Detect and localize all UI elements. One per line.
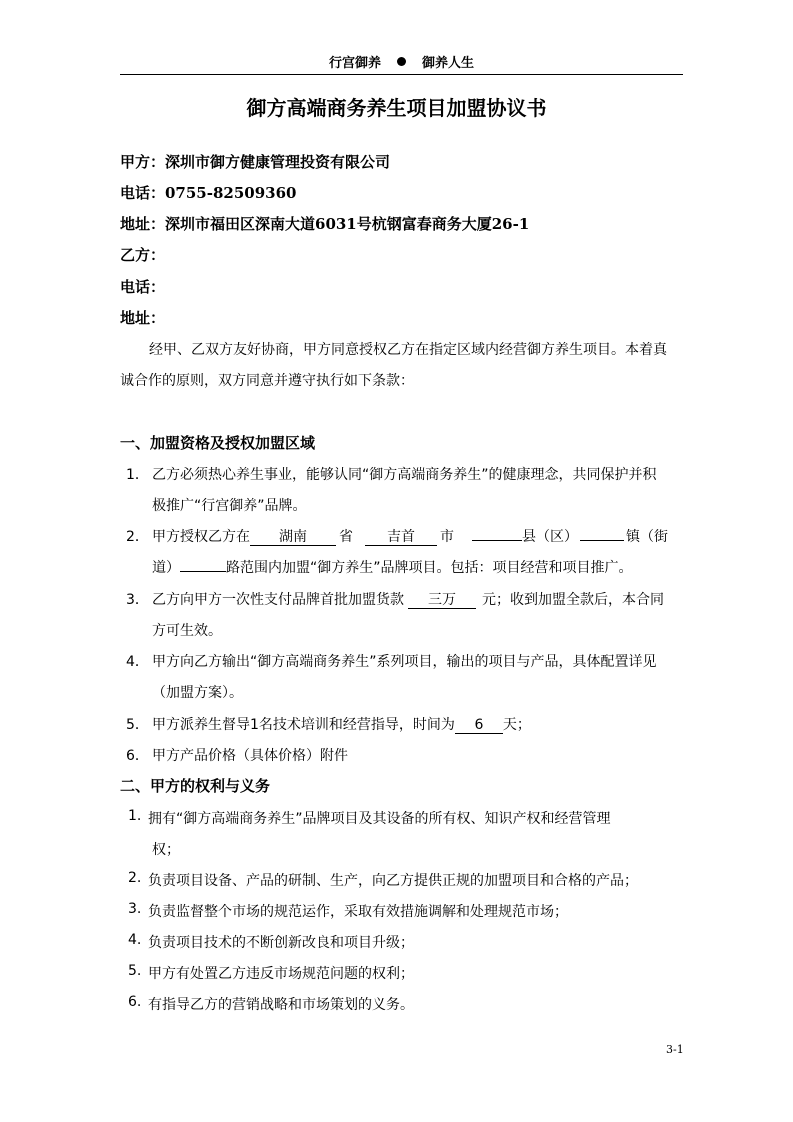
s1-item4-line2: （加盟方案）。 — [152, 685, 243, 701]
page-number: 3-1 — [666, 1043, 684, 1056]
s1-item3-line2: 方可生效。 — [152, 623, 222, 639]
s1-item2-num: 2． — [126, 529, 149, 545]
s1-item3-line1: 乙方向甲方一次性支付品牌首批加盟货款 三万 元；收到加盟全款后，本合同 — [152, 592, 664, 608]
s2-item1-num: 1. — [128, 808, 142, 824]
party-a-phone: 电话：0755-82509360 — [120, 184, 297, 202]
party-b-phone: 电话： — [120, 278, 166, 296]
s2-item4-line1: 负责项目技术的不断创新改良和项目升级； — [148, 935, 414, 951]
s1-item5-line1: 甲方派养生督导1名技术培训和经营指导，时间为 6 天； — [152, 717, 531, 733]
s2-item6-num: 6. — [128, 994, 142, 1010]
s1-item1-line1: 乙方必须热心养生事业，能够认同“御方高端商务养生”的健康理念，共同保护并积 — [152, 467, 657, 483]
section-2-title: 二、甲方的权利与义务 — [120, 777, 271, 795]
section-1-title: 一、加盟资格及授权加盟区域 — [120, 434, 316, 452]
s2-item1-line2: 权； — [152, 842, 180, 858]
header-right-text: 御养人生 — [422, 56, 475, 71]
s1-item2-line1: 甲方授权乙方在 湖南 省 吉首 市 县（区） 镇（街 — [152, 529, 668, 545]
s1-item1-num: 1． — [126, 467, 149, 483]
road-field — [180, 571, 226, 572]
document-title: 御方高端商务养生项目加盟协议书 — [246, 96, 547, 120]
county-field — [472, 540, 522, 541]
s2-item3-num: 3. — [128, 901, 142, 917]
s2-item3-line1: 负责监督整个市场的规范运作，采取有效措施调解和处理规范市场； — [148, 904, 568, 920]
s1-item3-num: 3． — [126, 592, 149, 608]
s2-item1-line1: 拥有“御方高端商务养生”品牌项目及其设备的所有权、知识产权和经营管理 — [148, 811, 611, 827]
s2-item2-line1: 负责项目设备、产品的研制、生产，向乙方提供正规的加盟项目和合格的产品； — [148, 873, 638, 889]
s2-item2-num: 2. — [128, 870, 142, 886]
party-b-address: 地址： — [120, 309, 166, 327]
s1-item6-line1: 甲方产品价格（具体价格）附件 — [152, 748, 348, 764]
s1-item4-num: 4． — [126, 654, 149, 670]
s2-item6-line1: 有指导乙方的营销战略和市场策划的义务。 — [148, 997, 414, 1013]
franchise-fee-field: 三万 — [408, 592, 476, 609]
s1-item2-line2: 道） 路范围内加盟“御方养生”品牌项目。包括：项目经营和项目推广。 — [152, 560, 633, 576]
header-left-text: 行宫御养 — [328, 56, 381, 71]
intro-line-1: 经甲、乙双方友好协商，甲方同意授权乙方在指定区域内经营御方养生项目。本着真 — [149, 342, 667, 358]
s2-item5-num: 5. — [128, 963, 142, 979]
page-header — [120, 52, 683, 75]
party-a-address: 地址：深圳市福田区深南大道6031号杭钢富春商务大厦26-1 — [120, 215, 530, 233]
s2-item5-line1: 甲方有处置乙方违反市场规范问题的权利； — [148, 966, 414, 982]
party-a-name: 甲方：深圳市御方健康管理投资有限公司 — [120, 153, 391, 171]
s2-item4-num: 4. — [128, 932, 142, 948]
training-days-field: 6 — [455, 717, 503, 734]
province-field: 湖南 — [250, 529, 336, 546]
s1-item6-num: 6． — [126, 748, 149, 764]
city-field: 吉首 — [365, 529, 437, 546]
s1-item4-line1: 甲方向乙方输出“御方高端商务养生”系列项目，输出的项目与产品，具体配置详见 — [152, 654, 657, 670]
bullet-dot-icon — [397, 57, 406, 66]
s1-item5-num: 5． — [126, 717, 149, 733]
town-field — [580, 540, 624, 541]
party-b-name: 乙方： — [120, 246, 166, 264]
intro-line-2: 诚合作的原则，双方同意并遵守执行如下条款： — [120, 373, 414, 389]
s1-item1-line2: 极推广“行宫御养”品牌。 — [152, 498, 307, 514]
